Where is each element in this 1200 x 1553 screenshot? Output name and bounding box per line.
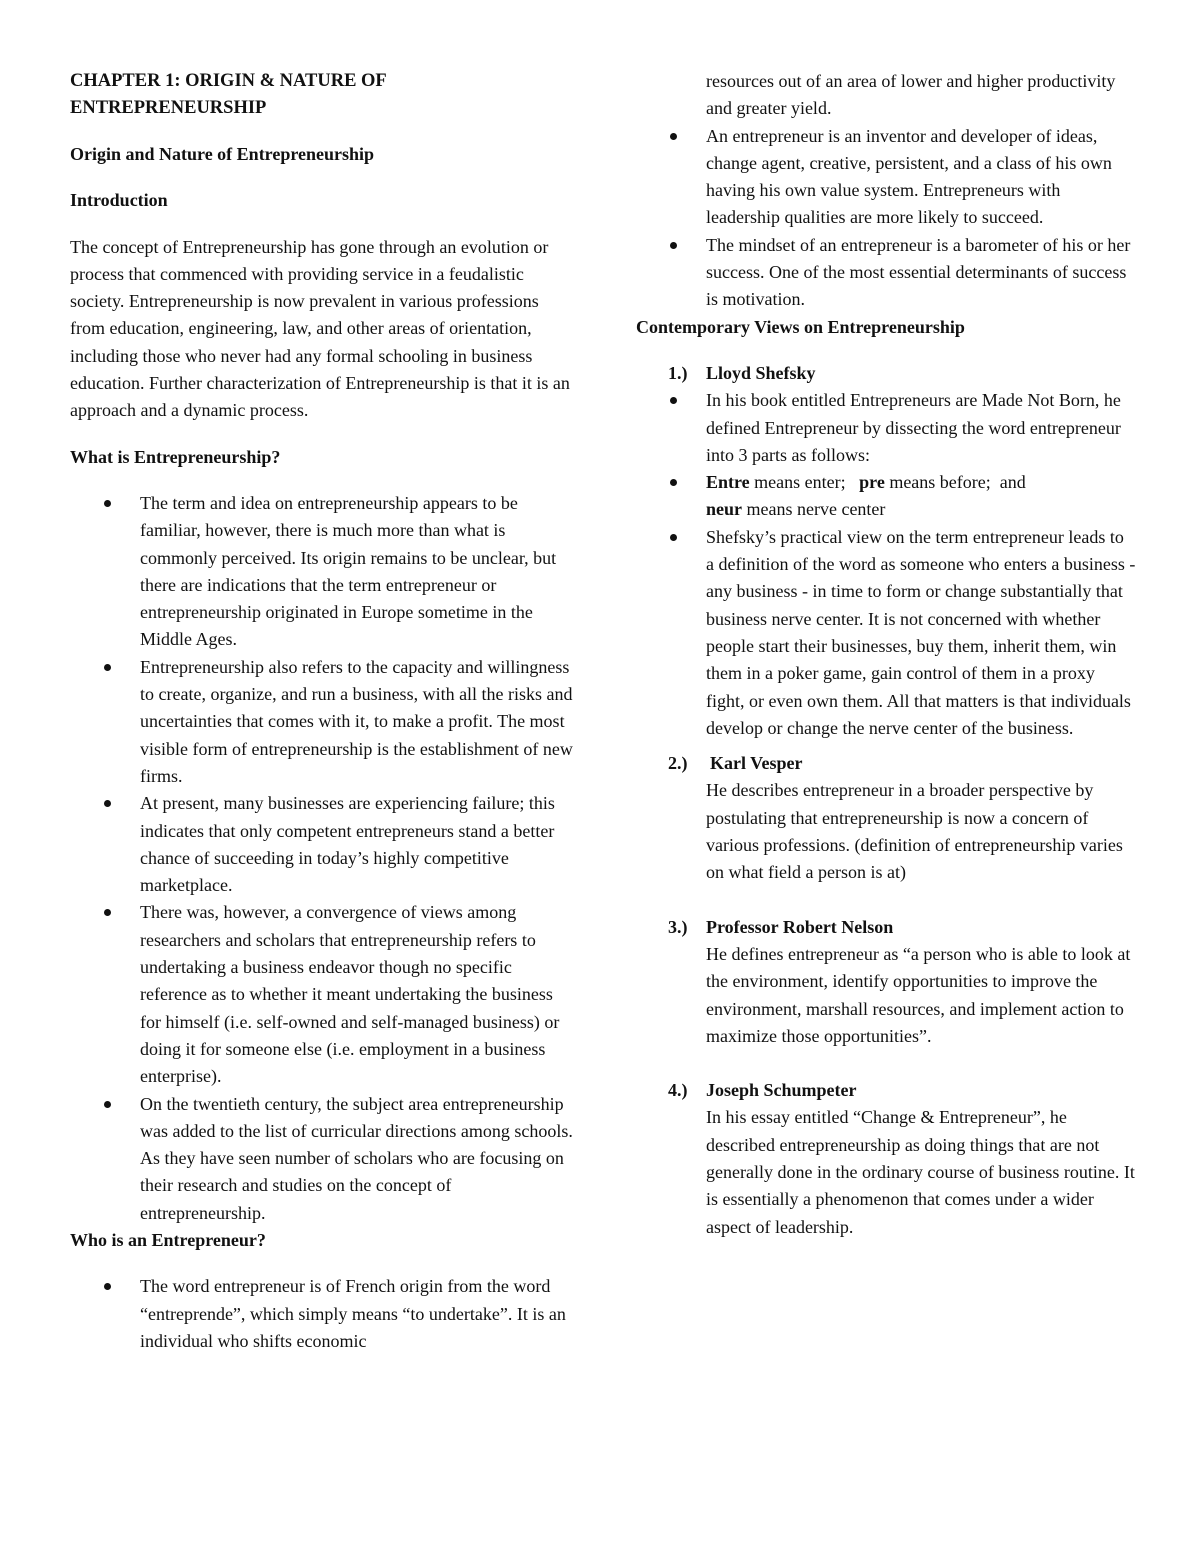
list-item: In his book entitled Entrepreneurs are Made Not Born, he defined Entrepreneur by dissecting the word entrepreneur into 3 parts as follows:	[636, 387, 1136, 469]
chapter-title-line1: CHAPTER 1: ORIGIN & NATURE OF	[70, 71, 387, 91]
shefsky-bullet-list	[636, 387, 1136, 742]
list-item	[636, 469, 1136, 524]
intro-paragraph: The concept of Entrepreneurship has gone through an evolution or process that commenced with providing service in a feudalistic society. Entrepreneurship is now prevalent in various professions from education, engineering, law, and other areas of orientation, including those who never had any formal schooling in business education. Further characterization of Entrepreneurship is that it is an approach and a dynamic process.	[70, 236, 570, 421]
view-heading-schumpeter	[636, 1077, 1136, 1104]
view-name: Karl Vesper	[710, 753, 803, 774]
view-heading-vesper	[636, 750, 1136, 777]
list-item: The mindset of an entrepreneur is a barometer of his or her success. One of the most essential determinants of success is motivation.	[636, 232, 1136, 314]
what-heading: What is Entrepreneurship?	[70, 446, 281, 467]
section-title: Origin and Nature of Entrepreneurship	[70, 144, 375, 164]
chapter-title-line2: ENTREPRENEURSHIP	[70, 98, 267, 118]
view-text-schumpeter: In his essay entitled “Change & Entrepreneur”, he described entrepreneurship as doing things that are not generally done in the ordinary course of business routine. It is essentially a phenomenon that comes under a wider aspect of leadership.	[706, 1107, 1135, 1237]
right-column	[636, 68, 1136, 1241]
view-name: Lloyd Shefsky	[706, 362, 816, 383]
term-entre-meaning: means enter;	[749, 472, 860, 493]
list-item: On the twentieth century, the subject area entrepreneurship was added to the list of curricular directions among schools. As they have seen number of scholars who are focusing on their research and studies on the concept of entrepreneurship.	[70, 1091, 575, 1227]
view-number: 3.)	[668, 916, 688, 937]
term-pre: pre	[859, 472, 885, 493]
list-item: An entrepreneur is an inventor and developer of ideas, change agent, creative, persistent, and a class of his own having his own value system. Entrepreneurs with leadership qualities are more likely to succeed.	[636, 123, 1136, 232]
chapter-title	[70, 68, 575, 122]
view-name: Joseph Schumpeter	[706, 1080, 857, 1101]
view-number: 1.)	[668, 362, 688, 383]
term-neur: neur	[706, 499, 742, 520]
what-bullet-list	[70, 490, 575, 1227]
term-pre-meaning: means before; and	[884, 472, 1026, 493]
view-heading-shefsky	[636, 360, 1136, 387]
contemporary-heading: Contemporary Views on Entrepreneurship	[636, 316, 965, 337]
intro-heading: Introduction	[70, 190, 168, 211]
list-item: The term and idea on entrepreneurship appears to be familiar, however, there is much more than what is commonly perceived. Its origin remains to be unclear, but there are indications that the term entrepreneur or entrepreneurship originated in Europe sometime in the Middle Ages.	[70, 490, 575, 654]
list-item: Entrepreneurship also refers to the capacity and willingness to create, organize, and run a business, with all the risks and uncertainties that comes with it, to make a profit. The most visible form of entrepreneurship is the establishment of new firms.	[70, 654, 575, 790]
view-name: Professor Robert Nelson	[706, 916, 894, 937]
list-item: The word entrepreneur is of French origin from the word “entreprende”, which simply means “to undertake”. It is an individual who shifts economic	[70, 1273, 575, 1355]
view-heading-nelson	[636, 914, 1136, 941]
view-text-nelson: He defines entrepreneur as “a person who is able to look at the environment, identify opportunities to improve the environment, marshall resources, and implement action to maximize those opportunities”.	[706, 943, 1131, 1046]
list-item: There was, however, a convergence of views among researchers and scholars that entrepreneurship refers to undertaking a business endeavor though no specific reference as to whether it meant undertaking the business for himself (i.e. self-owned and self-managed business) or doing it for someone else (i.e. employment in a business enterprise).	[70, 899, 575, 1090]
list-item: Shefsky’s practical view on the term entrepreneur leads to a definition of the word as someone who enters a business - any business - in time to form or change substantially that business nerve center. It is not concerned with whether people start their businesses, buy them, inherit them, win them in a poker game, gain control of them in a proxy fight, or even own them. All that matters is that individuals develop or change the nerve center of the business.	[636, 524, 1136, 742]
view-number: 4.)	[668, 1080, 688, 1101]
who-heading: Who is an Entrepreneur?	[70, 1229, 266, 1250]
left-column	[70, 68, 575, 1355]
term-neur-meaning: means nerve center	[742, 499, 886, 520]
view-text-vesper: He describes entrepreneur in a broader perspective by postulating that entrepreneurship is now a concern of various professions. (definition of entrepreneurship varies on what field a person is at)	[706, 780, 1123, 883]
who-bullet-continuation: resources out of an area of lower and higher productivity and greater yield.	[706, 71, 1116, 119]
list-item: At present, many businesses are experiencing failure; this indicates that only competent entrepreneurs stand a better chance of succeeding in today’s highly competitive marketplace.	[70, 790, 575, 899]
who-bullet-list-left	[70, 1273, 575, 1355]
who-bullet-list-right	[636, 123, 1136, 314]
view-number: 2.)	[668, 753, 688, 774]
term-entre: Entre	[706, 472, 750, 493]
